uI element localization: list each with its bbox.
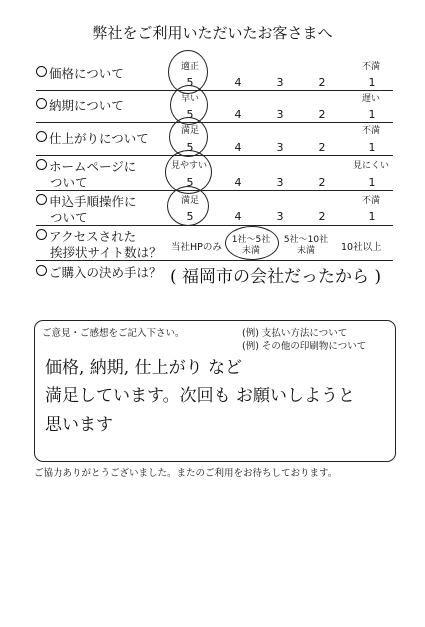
question-label: 仕上がりについて	[49, 131, 149, 146]
comments-example: (例) 支払い方法について	[242, 328, 348, 339]
left-label: 適正	[180, 62, 199, 72]
scale-5: 5	[186, 210, 194, 223]
question-access	[36, 229, 136, 245]
scale-3: 3	[276, 76, 284, 89]
scale-4: 4	[234, 76, 242, 89]
question-label: アクセスされた	[49, 229, 137, 244]
question-label: 納期について	[49, 98, 124, 113]
scale-2: 2	[318, 108, 326, 121]
left-label: 見やすい	[170, 161, 207, 171]
scale-5: 5	[186, 108, 194, 121]
comments-header: ご意見・ご感想をご記入下さい。	[42, 328, 185, 339]
scale-3: 3	[276, 108, 284, 121]
scale-2: 2	[318, 210, 326, 223]
scale-3: 3	[276, 176, 284, 189]
left-label: 満足	[180, 196, 199, 206]
row-divider	[36, 90, 393, 91]
question-label: ホームページに	[49, 159, 137, 174]
bullet-circle-icon	[36, 265, 47, 276]
question-price	[36, 66, 124, 82]
right-label: 不満	[361, 196, 380, 206]
row-divider	[36, 122, 393, 123]
scale-2: 2	[318, 141, 326, 154]
row-divider	[36, 225, 393, 226]
scale-2: 2	[318, 176, 326, 189]
question-decision	[36, 265, 162, 281]
question-label: ご購入の決め手は？	[49, 265, 162, 280]
right-label: 見にくい	[352, 161, 389, 171]
scale-3: 3	[276, 141, 284, 154]
access-option-note: 未満	[296, 246, 315, 256]
access-option-note: 未満	[241, 246, 260, 256]
question-label-cont: ついて	[50, 210, 88, 225]
scale-1: 1	[368, 210, 376, 223]
question-procedure	[36, 194, 137, 210]
scale-1: 1	[368, 108, 376, 121]
bullet-circle-icon	[36, 98, 47, 109]
access-option: 当社HPのみ	[171, 242, 222, 253]
row-divider	[36, 190, 393, 191]
bullet-circle-icon	[36, 66, 47, 77]
left-label: 早い	[180, 94, 199, 104]
scale-5: 5	[186, 141, 194, 154]
question-label-cont: 挨拶状サイト数は？	[50, 245, 162, 260]
access-option: 1社～5社	[231, 235, 271, 245]
left-label: 満足	[180, 126, 199, 136]
scale-1: 1	[368, 176, 376, 189]
right-label: 不満	[361, 126, 380, 136]
right-label: 遅い	[361, 94, 380, 104]
scale-2: 2	[318, 76, 326, 89]
bullet-circle-icon	[36, 194, 47, 205]
question-label: 価格について	[49, 66, 124, 81]
comment-line: 思います	[45, 415, 113, 435]
access-option: 5社～10社	[283, 235, 329, 245]
question-label: 申込手順操作に	[49, 194, 137, 209]
bullet-circle-icon	[36, 131, 47, 142]
scale-4: 4	[234, 141, 242, 154]
decision-answer: ( 福岡市の会社だったから )	[170, 267, 382, 287]
scale-4: 4	[234, 176, 242, 189]
scale-1: 1	[368, 141, 376, 154]
question-delivery	[36, 98, 124, 114]
selection-circle	[225, 226, 279, 260]
comment-line: 価格, 納期, 仕上がり など	[45, 358, 243, 378]
survey-title: 弊社をご利用いただいたお客さまへ	[92, 24, 333, 42]
scale-4: 4	[234, 210, 242, 223]
scale-1: 1	[368, 76, 376, 89]
row-divider	[36, 260, 393, 261]
question-finish	[36, 131, 149, 147]
access-option: 10社以上	[341, 242, 382, 253]
comments-example: (例) その他の印刷物について	[242, 341, 367, 352]
selection-circle	[167, 186, 209, 226]
scale-5: 5	[186, 76, 194, 89]
question-homepage	[36, 159, 136, 175]
scale-3: 3	[276, 210, 284, 223]
question-label-cont: ついて	[50, 175, 88, 190]
bullet-circle-icon	[36, 159, 47, 170]
scale-5: 5	[186, 176, 194, 189]
scale-4: 4	[234, 108, 242, 121]
right-label: 不満	[361, 62, 380, 72]
row-divider	[36, 155, 393, 156]
comment-line: 満足しています。次回も お願いしようと	[45, 386, 356, 406]
bullet-circle-icon	[36, 229, 47, 240]
footer-text: ご協力ありがとうございました。またのご利用をお待ちしております。	[34, 468, 338, 479]
